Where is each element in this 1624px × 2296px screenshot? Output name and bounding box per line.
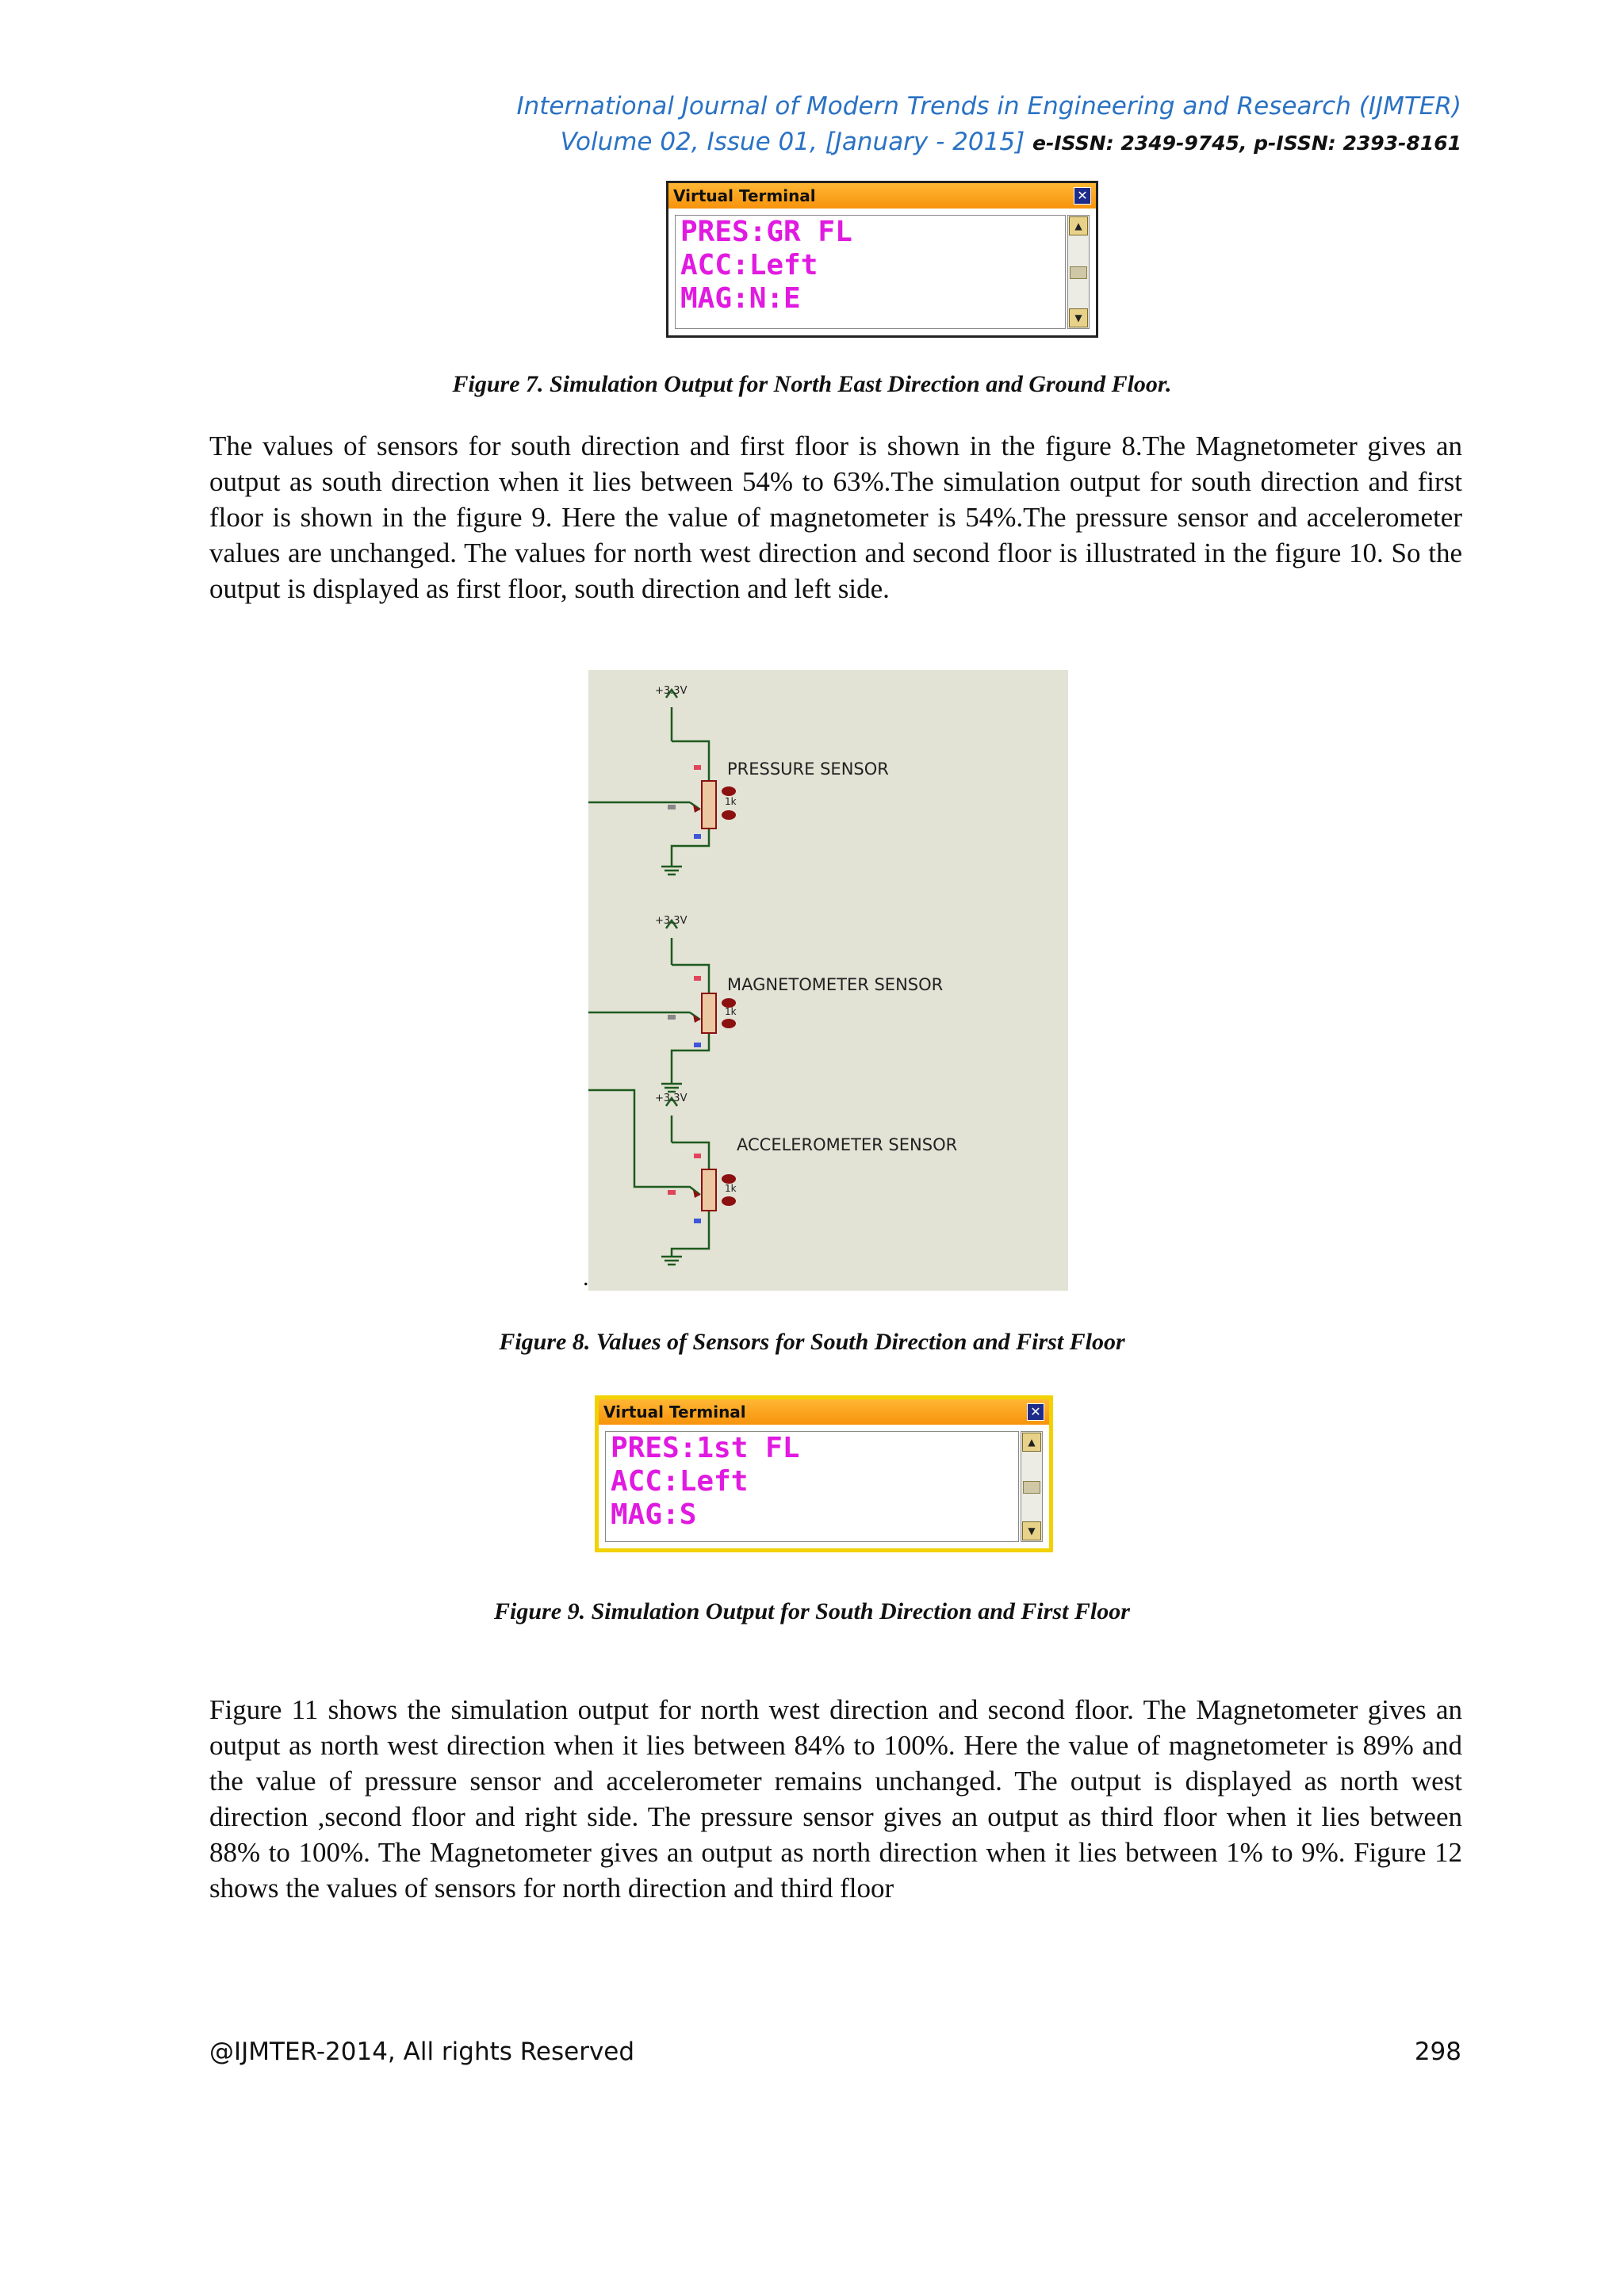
virtual-terminal-fig9 (595, 1395, 1053, 1552)
figure9-caption: Figure 9. Simulation Output for South Direction and First Floor (494, 1598, 1130, 1624)
supply-label: +3.3V (655, 685, 688, 697)
journal-volume: Volume 02, Issue 01, [January - 2015] (560, 128, 1025, 156)
terminal-title: Virtual Terminal (673, 186, 816, 205)
magnetometer-sensor-label: MAGNETOMETER SENSOR (727, 975, 944, 994)
journal-header (516, 89, 1461, 161)
terminal-scrollbar[interactable] (1067, 215, 1090, 329)
close-icon[interactable]: ✕ (1074, 187, 1091, 205)
terminal-line: ACC:Left (611, 1465, 749, 1498)
scroll-down-icon[interactable]: ▼ (1022, 1521, 1041, 1540)
sensor-schematic (588, 670, 1068, 1291)
terminal-output (605, 1431, 1019, 1542)
journal-title: International Journal of Modern Trends in Engineering and Research (IJMTER) (516, 92, 1461, 121)
pressure-sensor-label: PRESSURE SENSOR (727, 760, 889, 779)
terminal-scrollbar[interactable] (1021, 1431, 1043, 1542)
terminal-line: PRES:GR FL (680, 216, 852, 248)
scroll-down-icon[interactable]: ▼ (1069, 308, 1088, 327)
paragraph-2: Figure 11 shows the simulation output for north west direction and second floor. The Magnetometer gives an output as north west direction when it lies between 84% to 100%. Here the value of magnetometer is 89% and the value of pressure sensor and accelerometer remains unchanged. The output is displayed as north west direction ,second floor and right side. The pressure sensor gives an output as third floor when it lies between 88% to 100%. The Magnetometer gives an output as north direction when it lies between 1% to 9%. Figure 12 shows the values of sensors for north direction and third floor (209, 1694, 1462, 1904)
terminal-title: Virtual Terminal (603, 1402, 746, 1422)
terminal-output (675, 215, 1066, 329)
terminal-line: ACC:Left (680, 249, 818, 281)
terminal-line: PRES:1st FL (611, 1432, 800, 1464)
footer-copyright: @IJMTER-2014, All rights Reserved (209, 2038, 635, 2066)
paragraph-1: The values of sensors for south direction and first floor is shown in the figure 8.The Magnetometer gives an output as south direction when it lies between 54% to 63%.The simulation output for south direction and first floor is shown in the figure 9. Here the value of magnetometer is 54%.The pressure sensor and accelerometer values are unchanged. The values for north west direction and second floor is illustrated in the figure 10. So the output is displayed as first floor, south direction and left side. (209, 430, 1462, 604)
scroll-thumb[interactable] (1023, 1481, 1040, 1494)
scroll-up-icon[interactable]: ▲ (1069, 216, 1088, 235)
journal-volume-line (516, 124, 1461, 161)
page-number: 298 (1414, 2038, 1461, 2066)
resistor-value-label: 1k (725, 1183, 737, 1194)
scroll-thumb[interactable] (1070, 266, 1087, 279)
supply-label: +3.3V (655, 915, 688, 927)
pressure-sensor-circuit (588, 690, 709, 874)
scroll-up-icon[interactable]: ▲ (1022, 1433, 1041, 1452)
terminal-line: MAG:S (611, 1498, 697, 1531)
close-icon[interactable]: ✕ (1027, 1403, 1044, 1421)
magnetometer-sensor-circuit (588, 920, 709, 1092)
journal-issn: e-ISSN: 2349-9745, p-ISSN: 2393-8161 (1032, 132, 1461, 155)
resistor-value-label: 1k (725, 796, 737, 807)
figure7-caption: Figure 7. Simulation Output for North East Direction and Ground Floor. (452, 371, 1172, 397)
terminal-title-bar (668, 183, 1096, 209)
figure8-caption: Figure 8. Values of Sensors for South Direction and First Floor (499, 1329, 1125, 1355)
supply-label: +3.3V (655, 1093, 688, 1104)
terminal-line: MAG:N:E (680, 282, 801, 315)
virtual-terminal-fig7 (666, 181, 1098, 338)
stray-dot: . (583, 1265, 589, 1291)
accelerometer-sensor-circuit (588, 1090, 709, 1265)
terminal-title-bar (599, 1399, 1049, 1425)
accelerometer-sensor-label: ACCELEROMETER SENSOR (737, 1135, 958, 1154)
resistor-value-label: 1k (725, 1006, 737, 1017)
